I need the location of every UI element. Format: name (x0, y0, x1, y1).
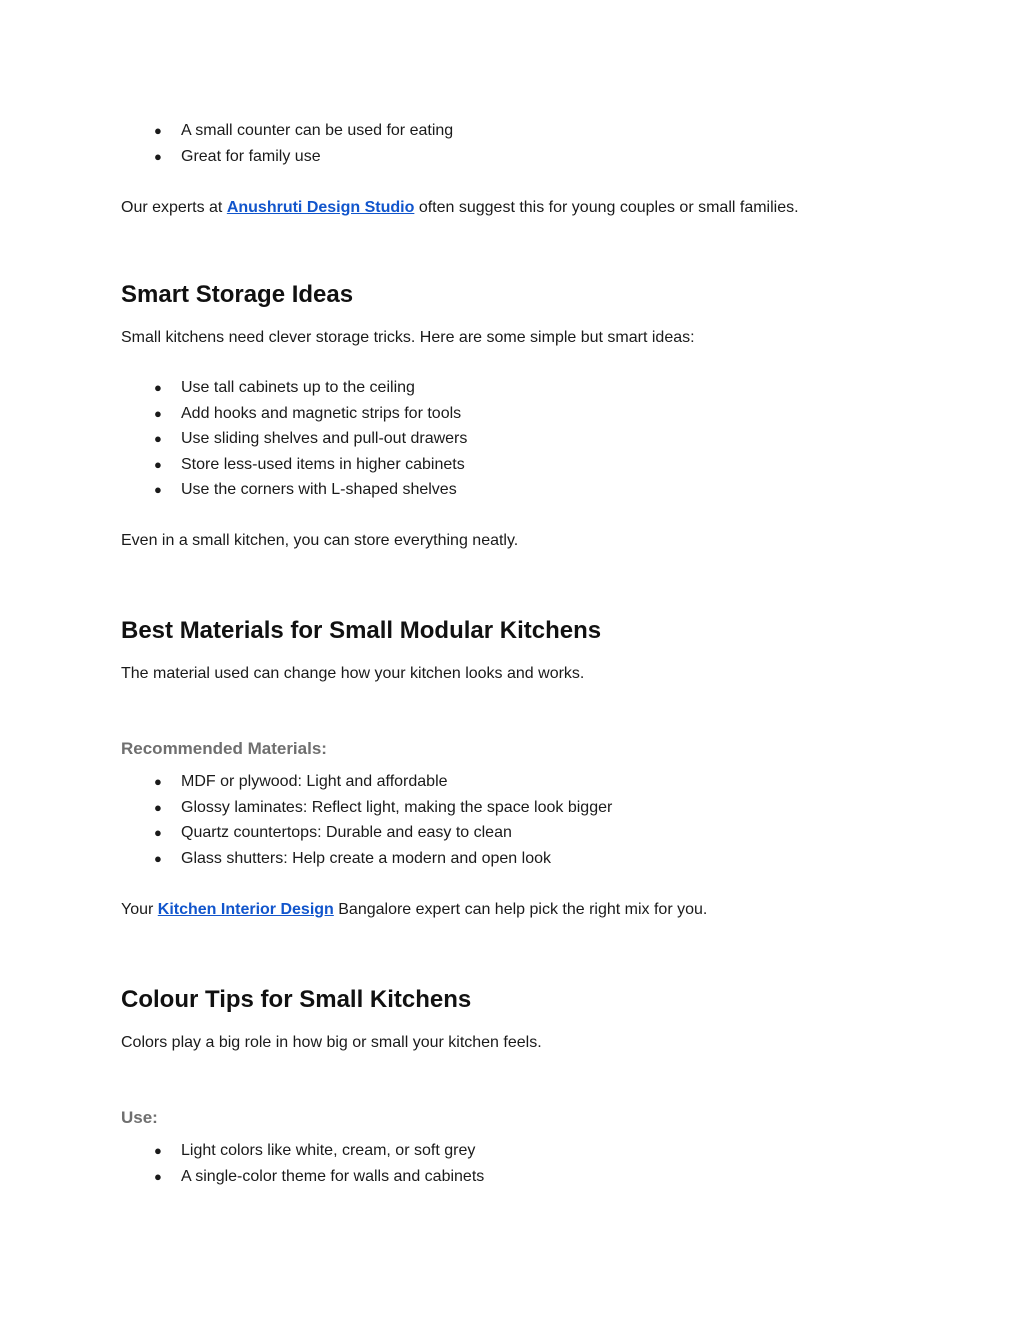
anushruti-design-studio-link[interactable]: Anushruti Design Studio (226, 199, 415, 216)
materials-heading: Best Materials for Small Modular Kitchens (121, 617, 602, 644)
colour-subheading: Use: (121, 1108, 158, 1127)
list-item: ● MDF or plywood: Light and affordable (154, 773, 448, 790)
list-item: ● A single-color theme for walls and cabinets (154, 1167, 485, 1185)
list-item: ● Add hooks and magnetic strips for tools (154, 404, 462, 422)
list-item: ● Quartz countertops: Durable and easy to clean (154, 824, 512, 841)
bullet-icon: ● (154, 774, 162, 789)
bullet-icon: ● (154, 456, 162, 472)
bullet-icon: ● (154, 850, 162, 866)
list-item: ● Use sliding shelves and pull-out drawers (154, 430, 468, 447)
bullet-icon: ● (154, 148, 162, 164)
intro-bullet-list (121, 121, 453, 172)
list-item: ● A small counter can be used for eating (154, 122, 454, 139)
list-item: ● Use the corners with L-shaped shelves (154, 481, 457, 498)
bullet-icon: ● (154, 123, 162, 138)
bullet-icon: ● (154, 380, 162, 395)
materials-bullet-list (121, 772, 612, 874)
list-item: ● Glossy laminates: Reflect light, making the space look bigger (154, 798, 613, 816)
storage-bullet-list (121, 378, 467, 506)
materials-subheading: Recommended Materials: (121, 739, 327, 758)
list-item: ● Store less-used items in higher cabinets (154, 455, 465, 473)
storage-heading: Smart Storage Ideas (121, 281, 354, 308)
list-item: ● Glass shutters: Help create a modern and open look (154, 849, 551, 867)
materials-outro: Your Kitchen Interior Design Bangalore expert can help pick the right mix for you. (121, 901, 708, 918)
list-item: ● Great for family use (154, 147, 321, 165)
kitchen-interior-design-link[interactable]: Kitchen Interior Design (157, 901, 334, 918)
list-item: ● Light colors like white, cream, or soft grey (154, 1142, 476, 1159)
materials-intro: The material used can change how your kitchen looks and works. (121, 665, 585, 682)
storage-intro: Small kitchens need clever storage tricks. Here are some simple but smart ideas: (121, 329, 695, 346)
bullet-icon: ● (154, 482, 162, 497)
bullet-icon: ● (154, 799, 162, 815)
colour-intro: Colors play a big role in how big or small your kitchen feels. (121, 1034, 542, 1051)
colour-heading: Colour Tips for Small Kitchens (121, 986, 472, 1013)
bullet-icon: ● (154, 825, 162, 840)
colour-bullet-list (121, 1141, 484, 1192)
bullet-icon: ● (154, 405, 162, 421)
list-item: ● Use tall cabinets up to the ceiling (154, 379, 415, 396)
bullet-icon: ● (154, 431, 162, 446)
bullet-icon: ● (154, 1143, 162, 1158)
storage-outro: Even in a small kitchen, you can store everything neatly. (121, 532, 519, 549)
intro-paragraph: Our experts at Anushruti Design Studio often suggest this for young couples or small families. (121, 199, 799, 216)
bullet-icon: ● (154, 1168, 162, 1184)
